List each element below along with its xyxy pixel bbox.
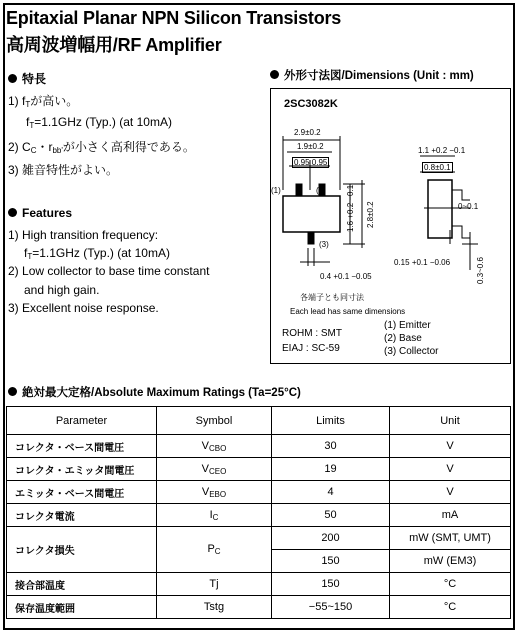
dim-width: 2.9±0.2	[294, 128, 321, 137]
table-row: コレクタ・エミッタ間電圧 $V_{CEO}$ 19 V	[7, 458, 511, 481]
title-japanese: 高周波増幅用/RF Amplifier	[6, 35, 222, 55]
legend-collector: (3) Collector	[384, 346, 439, 357]
dimensions-heading: 外形寸法図/Dimensions (Unit : mm)	[270, 67, 474, 83]
table-row: 150 mW (EM3)	[7, 550, 511, 573]
dim-side-top: 1.1 +0.2 −0.1	[418, 146, 466, 155]
col-unit: Unit	[390, 407, 511, 435]
ratings-heading: 絶対最大定格/Absolute Maximum Ratings (Ta=25°C)	[8, 384, 301, 400]
features-item-2b: and high gain.	[24, 283, 100, 297]
legend-emitter: (1) Emitter	[384, 320, 431, 331]
dim-side-w: 0.8±0.1	[424, 163, 451, 172]
dim-height-1: 1.6 +0.2 −0.1	[346, 184, 355, 232]
rohm-code: ROHM : SMT	[282, 328, 342, 339]
features-item-3: 3) Excellent noise response.	[8, 301, 159, 315]
pin-2-label: (2)	[316, 186, 326, 195]
table-row: コレクタ損失 $P_C$ 200 mW (SMT, UMT)	[7, 527, 511, 550]
note-jp: 各端子とも同寸法	[300, 293, 364, 302]
bullet-icon	[8, 387, 17, 396]
title-english: Epitaxial Planar NPN Silicon Transistors	[6, 8, 342, 28]
pin-3-label: (3)	[319, 240, 329, 249]
features-item-1b: $f_T=1.1GHz$ (Typ.) (at 10mA)	[24, 246, 170, 261]
dim-pitch: 0.95 0.95	[294, 158, 328, 167]
col-parameter: Parameter	[7, 407, 157, 435]
dim-side-foot: 0.3~0.6	[476, 257, 485, 284]
pin-1-label: (1)	[271, 186, 281, 195]
features-item-2: 2) Low collector to base time constant	[8, 264, 210, 278]
tokucho-heading: 特長	[8, 70, 46, 87]
col-limits: Limits	[272, 407, 390, 435]
ratings-table	[6, 406, 511, 619]
legend-base: (2) Base	[384, 333, 422, 344]
table-row: 接合部温度 Tj 150 °C	[7, 573, 511, 596]
table-row: エミッタ・ベース間電圧 $V_{EBO}$ 4 V	[7, 481, 511, 504]
table-header-row	[7, 407, 511, 435]
features-heading: Features	[8, 206, 72, 220]
part-number: 2SC3082K	[284, 98, 338, 110]
dim-side-thk: 0.15 +0.1 −0.06	[394, 258, 451, 267]
col-symbol: Symbol	[157, 407, 272, 435]
tokucho-item-2: 2) $C_C$・$r_{bb'}$が小さく高利得である。	[8, 140, 195, 155]
features-item-1: 1) High transition frequency:	[8, 228, 159, 242]
dim-side-gap: 0~0.1	[458, 202, 479, 211]
dim-inner: 1.9±0.2	[297, 142, 324, 151]
eiaj-code: EIAJ : SC-59	[282, 343, 340, 354]
table-row: コレクタ電流 $I_C$ 50 mA	[7, 504, 511, 527]
table-row: コレクタ・ベース間電圧 $V_{CBO}$ 30 V	[7, 435, 511, 458]
note-en: Each lead has same dimensions	[290, 307, 406, 316]
tokucho-item-1b: $f_T=1.1GHz$ (Typ.) (at 10mA)	[26, 115, 172, 130]
tokucho-item-3: 3) 雑音特性がよい。	[8, 163, 119, 177]
tokucho-item-1: 1) $f_T$が高い。	[8, 94, 79, 109]
dim-height-2: 2.8±0.2	[366, 201, 375, 228]
dim-lead: 0.4 +0.1 −0.05	[320, 272, 372, 281]
table-row: 保存温度範囲 Tstg −55~150 °C	[7, 596, 511, 619]
